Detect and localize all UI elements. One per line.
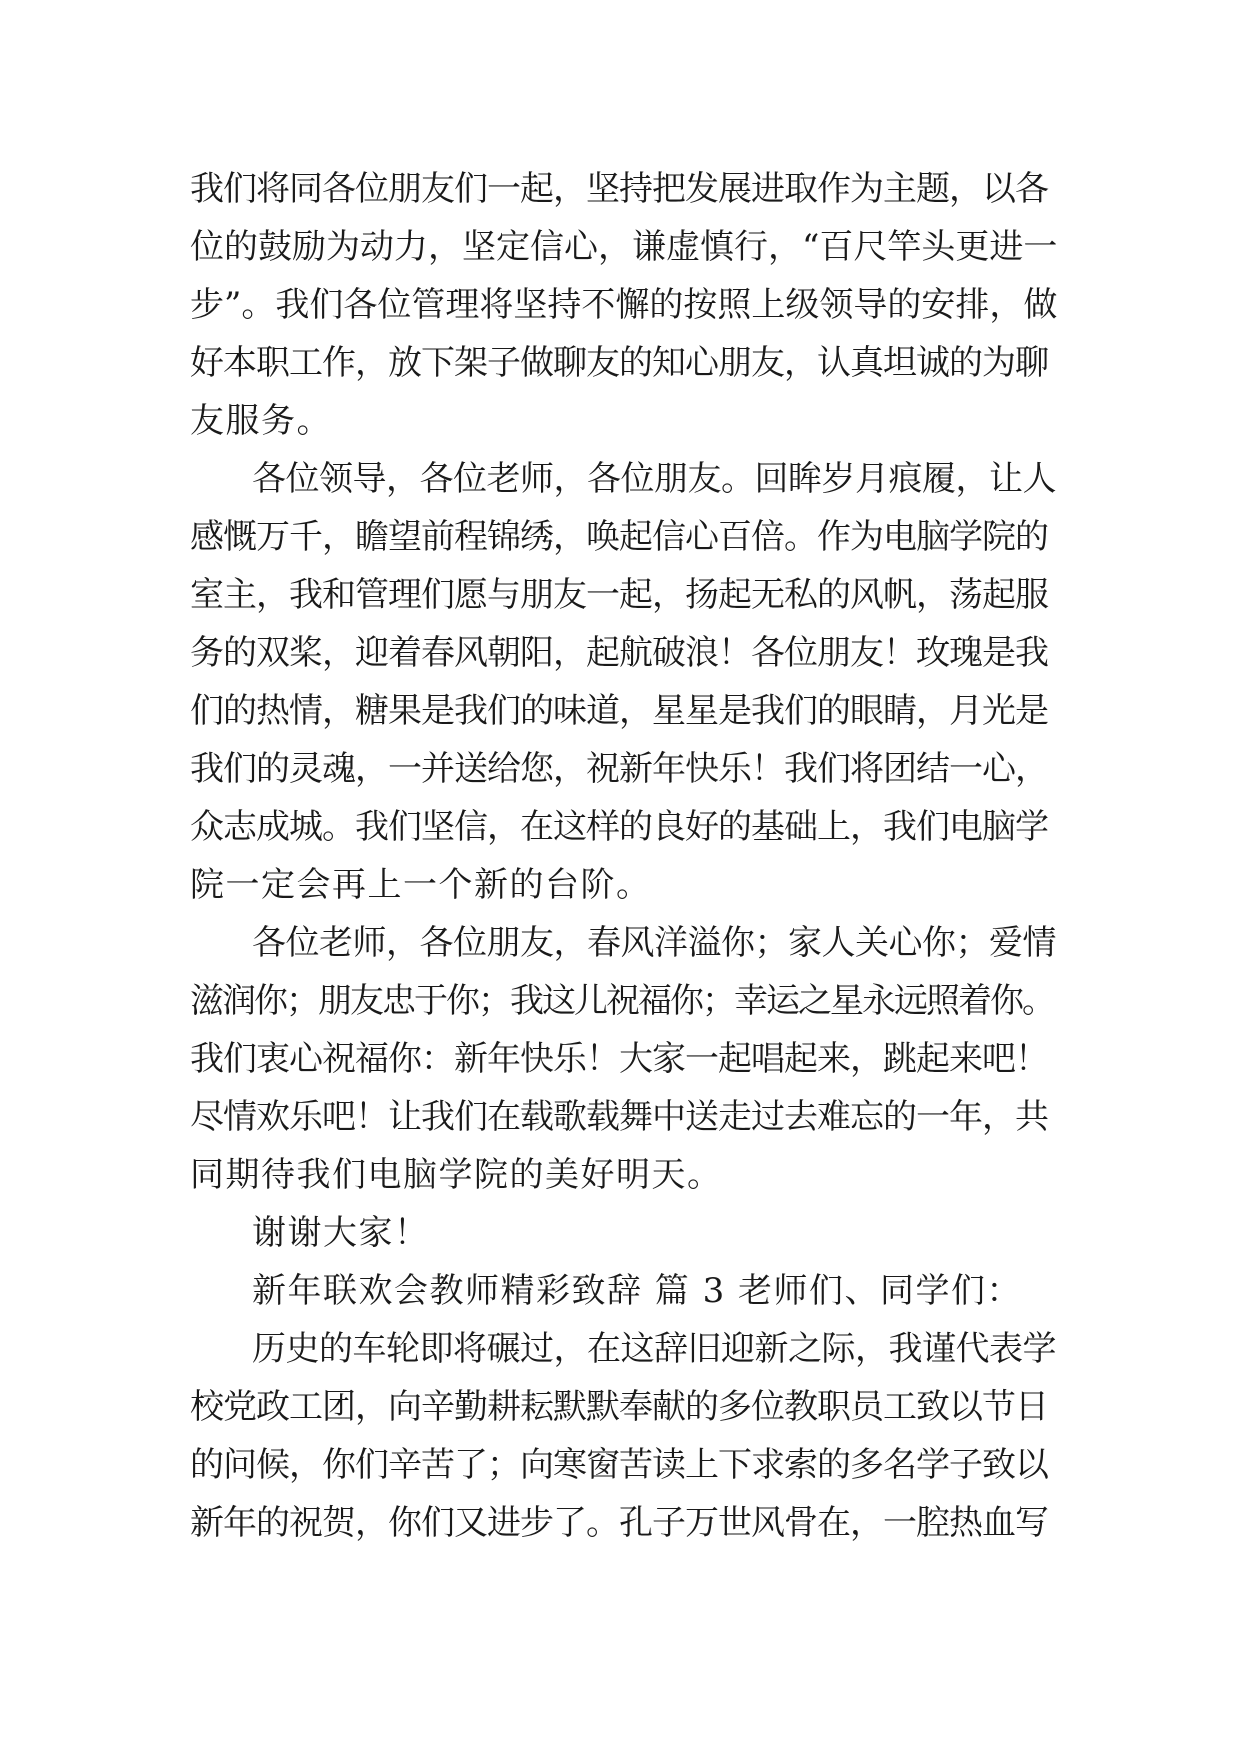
text-line: 谢谢大家！ [252,1213,430,1253]
text-line: 感慨万千，瞻望前程锦绣，唤起信心百倍。作为电脑学院的 [190,517,1048,557]
text-line: 历史的车轮即将碾过，在这辞旧迎新之际，我谨代表学 [252,1329,1056,1369]
text-line: 友服务。 [190,401,332,441]
paragraph [190,1320,1060,1552]
text-line: 位的鼓励为动力，坚定信心，谦虚慎行，“百尺竿头更进一 [190,227,1058,267]
text-line: 各位老师，各位朋友，春风洋溢你；家人关心你；爱情 [252,923,1056,963]
text-line: 们的热情，糖果是我们的味道，星星是我们的眼睛，月光是 [190,691,1048,731]
text-line: 我们衷心祝福你：新年快乐！大家一起唱起来，跳起来吧！ [190,1039,1048,1079]
text-line: 室主，我和管理们愿与朋友一起，扬起无私的风帆，荡起服 [190,575,1048,615]
text-line: 我们将同各位朋友们一起，坚持把发展进取作为主题，以各 [190,169,1048,209]
paragraph [190,914,1060,1204]
text-line: 众志成城。我们坚信，在这样的良好的基础上，我们电脑学 [190,807,1048,847]
text-line: 新年的祝贺，你们又进步了。孔子万世风骨在，一腔热血写 [190,1503,1048,1543]
paragraph [190,450,1060,914]
text-line: 的问候，你们辛苦了；向寒窗苦读上下求索的多名学子致以 [190,1445,1048,1485]
paragraph [190,1262,1060,1320]
text-line: 尽情欢乐吧！让我们在载歌载舞中送走过去难忘的一年，共 [190,1097,1048,1137]
text-line: 步”。我们各位管理将坚持不懈的按照上级领导的安排，做 [190,285,1058,325]
text-line: 院一定会再上一个新的台阶。 [190,865,652,905]
text-line: 务的双桨，迎着春风朝阳，起航破浪！各位朋友！玫瑰是我 [190,633,1048,673]
text-line: 各位领导，各位老师，各位朋友。回眸岁月痕履，让人 [252,459,1056,499]
paragraph [190,160,1060,450]
text-line: 新年联欢会教师精彩致辞 篇 3 老师们、同学们： [252,1271,1023,1311]
text-line: 校党政工团，向辛勤耕耘默默奉献的多位教职员工致以节日 [190,1387,1048,1427]
document-body [190,160,1060,1552]
text-line: 同期待我们电脑学院的美好明天。 [190,1155,723,1195]
text-line: 滋润你；朋友忠于你；我这儿祝福你；幸运之星永远照着你。 [190,981,1054,1021]
text-line: 我们的灵魂，一并送给您，祝新年快乐！我们将团结一心， [190,749,1048,789]
paragraph [190,1204,1060,1262]
text-line: 好本职工作，放下架子做聊友的知心朋友，认真坦诚的为聊 [190,343,1048,383]
